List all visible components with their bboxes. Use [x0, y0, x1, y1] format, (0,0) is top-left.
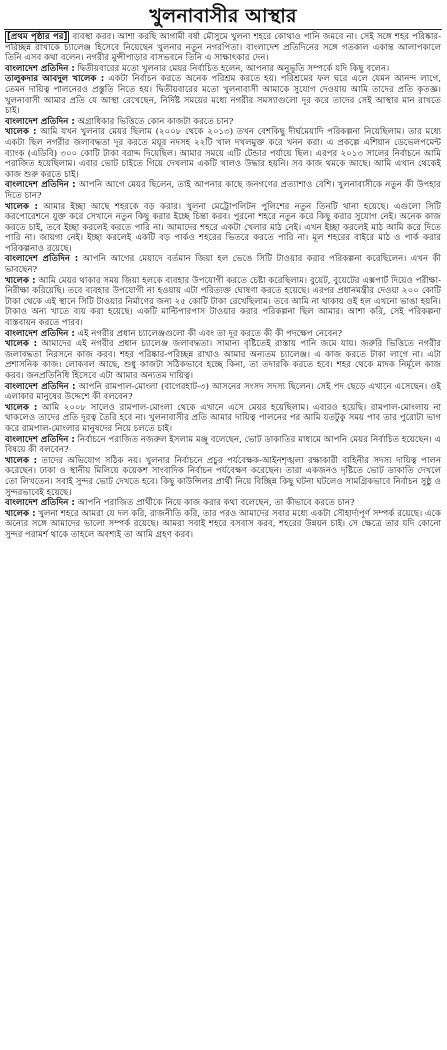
qa-paragraph	[5, 403, 441, 435]
speaker-label: বাংলাদেশ প্রতিদিন :	[5, 254, 79, 265]
qa-paragraph	[5, 117, 441, 128]
qa-paragraph	[5, 339, 441, 381]
qa-text: আপনি রামপাল-মোংলা (বাগেরহাট-৩) আসনের সংসদ সদস্য ছিলেন। সেই পদ ছেড়ে এখানে এসেছেন। ওই এলাকার মানুষের উদ্দেশে কী বলবেন?	[5, 381, 441, 403]
qa-paragraph	[5, 382, 441, 403]
intro-text: ব্যবস্থা করব। আশা করছি আগামী বর্ষা মৌসুমে খুলনা শহরে কোথাও পানি জমবে না। সেই সঙ্গে শহর পরিষ্কার-পরিচ্ছন্ন রাখাকে চ্যালেঞ্জ হিসেবে নিয়েছেন খুলনার নতুন নগরপিতা। বাংলাদেশ প্রতিদিনের সঙ্গে গতকাল একান্ত আলাপকালে তিনি এসব কথা বলেন। নগরীর মুন্সীপাড়ার বাসভবনে তিনি এ সাক্ষাৎকার দেন।	[5, 32, 441, 64]
speaker-label: খালেক :	[5, 275, 36, 286]
speaker-label: খালেক :	[5, 127, 37, 138]
speaker-label: খালেক :	[5, 339, 38, 350]
speaker-label: খালেক :	[5, 508, 36, 519]
qa-text: নির্বাচনে পরাজিত নজরুল ইসলাম মঞ্জু বলেছেন, ভোট ডাকাতির মাধ্যমে আপনি মেয়র নির্বাচিত হয়েছেন। এ বিষয়ে কী বলবেন?	[5, 434, 441, 456]
speaker-label: বাংলাদেশ প্রতিদিন :	[5, 328, 75, 339]
qa-paragraph	[5, 74, 441, 116]
qa-text: আমি ২০০৮ সালেও রামপাল-মোংলা থেকে এখানে এসে মেয়র হয়েছিলাম। এবারও হয়েছি। রামপাল-মোংলায় না থাকলেও তাদের প্রতি দূরত্ব তৈরি হবে না। খুলনাবাসীর প্রতি আমার দায়িত্ব পালনের পর আমি যতটুকু সময় পাব তার পুরোটা ভাগ করে রামপাল-মোংলার মানুষদের নিয়ে চলতে চাই।	[5, 402, 442, 434]
qa-text: আমাদের এই নগরীর প্রধান চ্যালেঞ্জ জলাবদ্ধতা। সামান্য বৃষ্টিতেই রাস্তায় পানি জমে যায়। জরুরি ভিত্তিতে নগরীর জলাবদ্ধতা নিরসনে কাজ করব। শহর পরিষ্কার-পরিচ্ছন্ন রাখাও আমার অন্যতম চ্যালেঞ্জ। এ কাজ করতে টাকা লাগে না। এটা প্রশাসনিক কাজ। লোকবল আছে, শুধু কাজটা সঠিকভাবে হচ্ছে কিনা, তা তদারকি করতে হবে। শহর থেকে মাদক নির্মূলে কাজ করব। জনপ্রতিনিধি হিসেবে এটা আমার অন্যতম দায়িত্ব।	[5, 339, 442, 381]
qa-text: খুলনা শহরে আমরা যে দল করি, রাজনীতি করি, তার পরও আমাদের সবার মধ্যে একটা সৌহার্দ্যপূর্ণ সম্পর্ক রয়েছে। একে অন্যের সঙ্গে আমাদের ভালো সম্পর্ক রয়েছে। আমরা সবাই শহরে বসবাস করব, শহরের উন্নয়ন চাই। সে ক্ষেত্রে তার যদি কোনো সুন্দর পরামর্শ থাকে তাহলে অবশ্যই তা আমি গ্রহণ করব।	[5, 508, 441, 540]
qa-paragraph	[5, 276, 441, 329]
speaker-label: খালেক :	[5, 402, 38, 413]
qa-paragraph	[5, 456, 441, 498]
speaker-label: তালুকদার আবদুল খালেক :	[5, 74, 105, 85]
qa-text: আপনি পরাজিত প্রার্থীকে নিয়ে কাজ করার কথা বলেছেন, তা কীভাবে করতে চান?	[77, 498, 355, 509]
qa-text: অগ্রাধিকার ভিত্তিতে কোন কাজটা করতে চান?	[77, 116, 234, 127]
speaker-label: বাংলাদেশ প্রতিদিন :	[5, 381, 76, 392]
qa-text: এই নগরীর প্রধান চ্যালেঞ্জগুলো কী এবং তা দূর করতে কী কী পদক্ষেপ নেবেন?	[77, 328, 343, 339]
article-body	[4, 30, 442, 541]
qa-text: আপনি আগের মেয়াদে বর্তমান জিয়া হল ভেঙে সিটি টাওয়ার করার পরিকল্পনা করেছিলেন। এখন কী ভাবছেন?	[5, 254, 441, 276]
news-article	[4, 2, 442, 1046]
qa-text: আমার ইচ্ছা আছে শহরকে বড় করার। খুলনা মেট্রোপলিটন পুলিশের নতুন তিনটি থানা হয়েছে। এগুলো সিটি করপোরেশনে যুক্ত করে সেখানে নতুন কিছু করার ইচ্ছে চিন্তা করব। পুরনো শহরে নতুন করে কিছু করার সুযোগ নেই। অনেক কাজ করতে চাই, তবে ইচ্ছা করলেই করতে পারি না। আমাদের শহরে একটা খেলার মাঠ নেই। এখন ইচ্ছা করলেই মাঠ আমি করে দিতে পারি না। জায়গা নেই। ইচ্ছা করলেই একটি বড় পার্কও শহরের ভিতরে করতে পারি না। মূল শহরের বাইরে মাঠ ও পার্ক করার পরিকল্পনাও রয়েছে।	[5, 201, 441, 254]
intro-paragraph	[5, 32, 441, 64]
qa-paragraph	[5, 498, 441, 509]
qa-text: আপনি আগে মেয়র ছিলেন, তাই আপনার কাছে জনগণের প্রত্যাশাও বেশি। খুলনাবাসীকে নতুন কী উপহার দিতে চান?	[5, 180, 441, 201]
qa-paragraph	[5, 202, 441, 255]
speaker-label: খালেক :	[5, 455, 38, 466]
qa-paragraph	[5, 64, 441, 75]
speaker-label: বাংলাদেশ প্রতিদিন :	[5, 63, 75, 74]
qa-paragraph	[5, 180, 441, 201]
qa-text: একটা নির্বাচন করতে অনেক পরিশ্রম করতে হয়। পরিশ্রমের ফল ঘরে এলে যেমন আনন্দ লাগে, তেমন দায়িত্ব পালনেরও প্রস্তুতি নিতে হয়। দ্বিতীয়বারের মতো খুলনাবাসী আমাকে সুযোগ দেওয়ায় আমি তাদের প্রতি কৃতজ্ঞ। খুলনাবাসী আমার প্রতি যে আস্থা রেখেছেন, নির্দিষ্ট সময়ের মধ্যে নগরীর সমস্যাগুলো দূর করে তাদের সেই আস্থার মান রাখতে চাই।	[5, 74, 442, 117]
qa-text: আমি যখন খুলনার মেয়র ছিলাম (২০০৮ থেকে ২০১৩) তখন বেশকিছু দীর্ঘমেয়াদি পরিকল্পনা নিয়েছিলাম। তার মধ্যে একটা ছিল নগরীর জলাবদ্ধতা দূর করতে ময়ূর নদসহ ২২টি খাল দখলমুক্ত করে খনন করা। এ প্রকল্পে এশিয়ান ডেভেলপমেন্ট ব্যাংক (এডিবি) ৩০০ কোটি টাকা বরাদ্দ দিয়েছিল। আমার সময়ে এটি টেন্ডার পর্যায়ে ছিল। এরপর ২০১৩ সালের নির্বাচনে আমি পরাজিত হয়েছিলাম। এবার ভোট চাইতে গিয়ে দেখলাম একটি খালও উদ্ধার হয়নি। সব কাজ থমকে আছে। আমি এখান থেকেই কাজ শুরু করতে চাই।	[5, 127, 442, 180]
qa-paragraph	[5, 509, 441, 541]
qa-text: তাদের অভিযোগ সঠিক নয়। খুলনার নির্বাচনে প্রচুর পর্যবেক্ষক-আইনশৃঙ্খলা রক্ষাকারী বাহিনীর সদস্য দায়িত্ব পালন করেছেন। ঢাকা ও স্থানীয় মিলিয়ে কয়েকশ সাংবাদিক নির্বাচন পর্যবেক্ষণ করেছেন। তারা একজনও দৃষ্টিতে ভোট ডাকাতি দেখলে তো লিখতেন। সবাই সুন্দর ভোট দেখতে হবে। কিছু কাউন্সিলর প্রার্থী নিয়ে বিচ্ছিন্ন কিছু ঘটনা ঘটলেও সামগ্রিকভাবে নির্বাচন সুষ্ঠু ও সুন্দরভাবেই হয়েছে।	[5, 455, 441, 498]
qa-paragraph	[5, 329, 441, 340]
speaker-label: বাংলাদেশ প্রতিদিন :	[5, 180, 76, 191]
speaker-label: বাংলাদেশ প্রতিদিন :	[5, 116, 75, 127]
qa-paragraph	[5, 435, 441, 456]
qa-paragraph	[5, 254, 441, 275]
speaker-label: বাংলাদেশ প্রতিদিন :	[5, 498, 75, 509]
headline: খুলনাবাসীর আস্থার	[4, 2, 442, 30]
speaker-label: বাংলাদেশ প্রতিদিন :	[5, 434, 75, 445]
qa-paragraph	[5, 127, 441, 180]
qa-text: আমি মেয়র থাকার সময় জিয়া হলকে ব্যবহার উপযোগী করতে চেষ্টা করেছিলাম। বুয়েট, বুয়েটের এক্সপার্ট দিয়েও পরীক্ষা-নিরীক্ষা করিয়েছি। তবে ব্যবহার উপযোগী না হওয়ায় এটা পরিত্যক্ত ঘোষণা করতে হয়েছে। এরপর প্রধানমন্ত্রীর দেওয়া ২০০ কোটি টাকা থেকে এই স্থানে সিটি টাওয়ার নির্মাণের জন্য ২৫ কোটি টাকা রেখেছিলাম। তবে আমি না থাকায় ওই হল এখনো ভাঙা হয়নি। টাকাও অন্য খাতে ব্যয় করা হয়েছে। একটি মাল্টিপারপাস টাওয়ার করার পরিকল্পনা ছিল আমার। আশা করি, সেই পরিকল্পনা বাস্তবায়ন করতে পারব।	[5, 275, 442, 329]
continuation-label: [প্রথম পৃষ্ঠার পর]	[7, 32, 68, 42]
speaker-label: খালেক :	[5, 201, 38, 212]
qa-text: দ্বিতীয়বারের মতো খুলনার মেয়র নির্বাচিত হলেন, আপনার অনুভূতি সম্পর্কে যদি কিছু বলেন।	[77, 63, 390, 74]
